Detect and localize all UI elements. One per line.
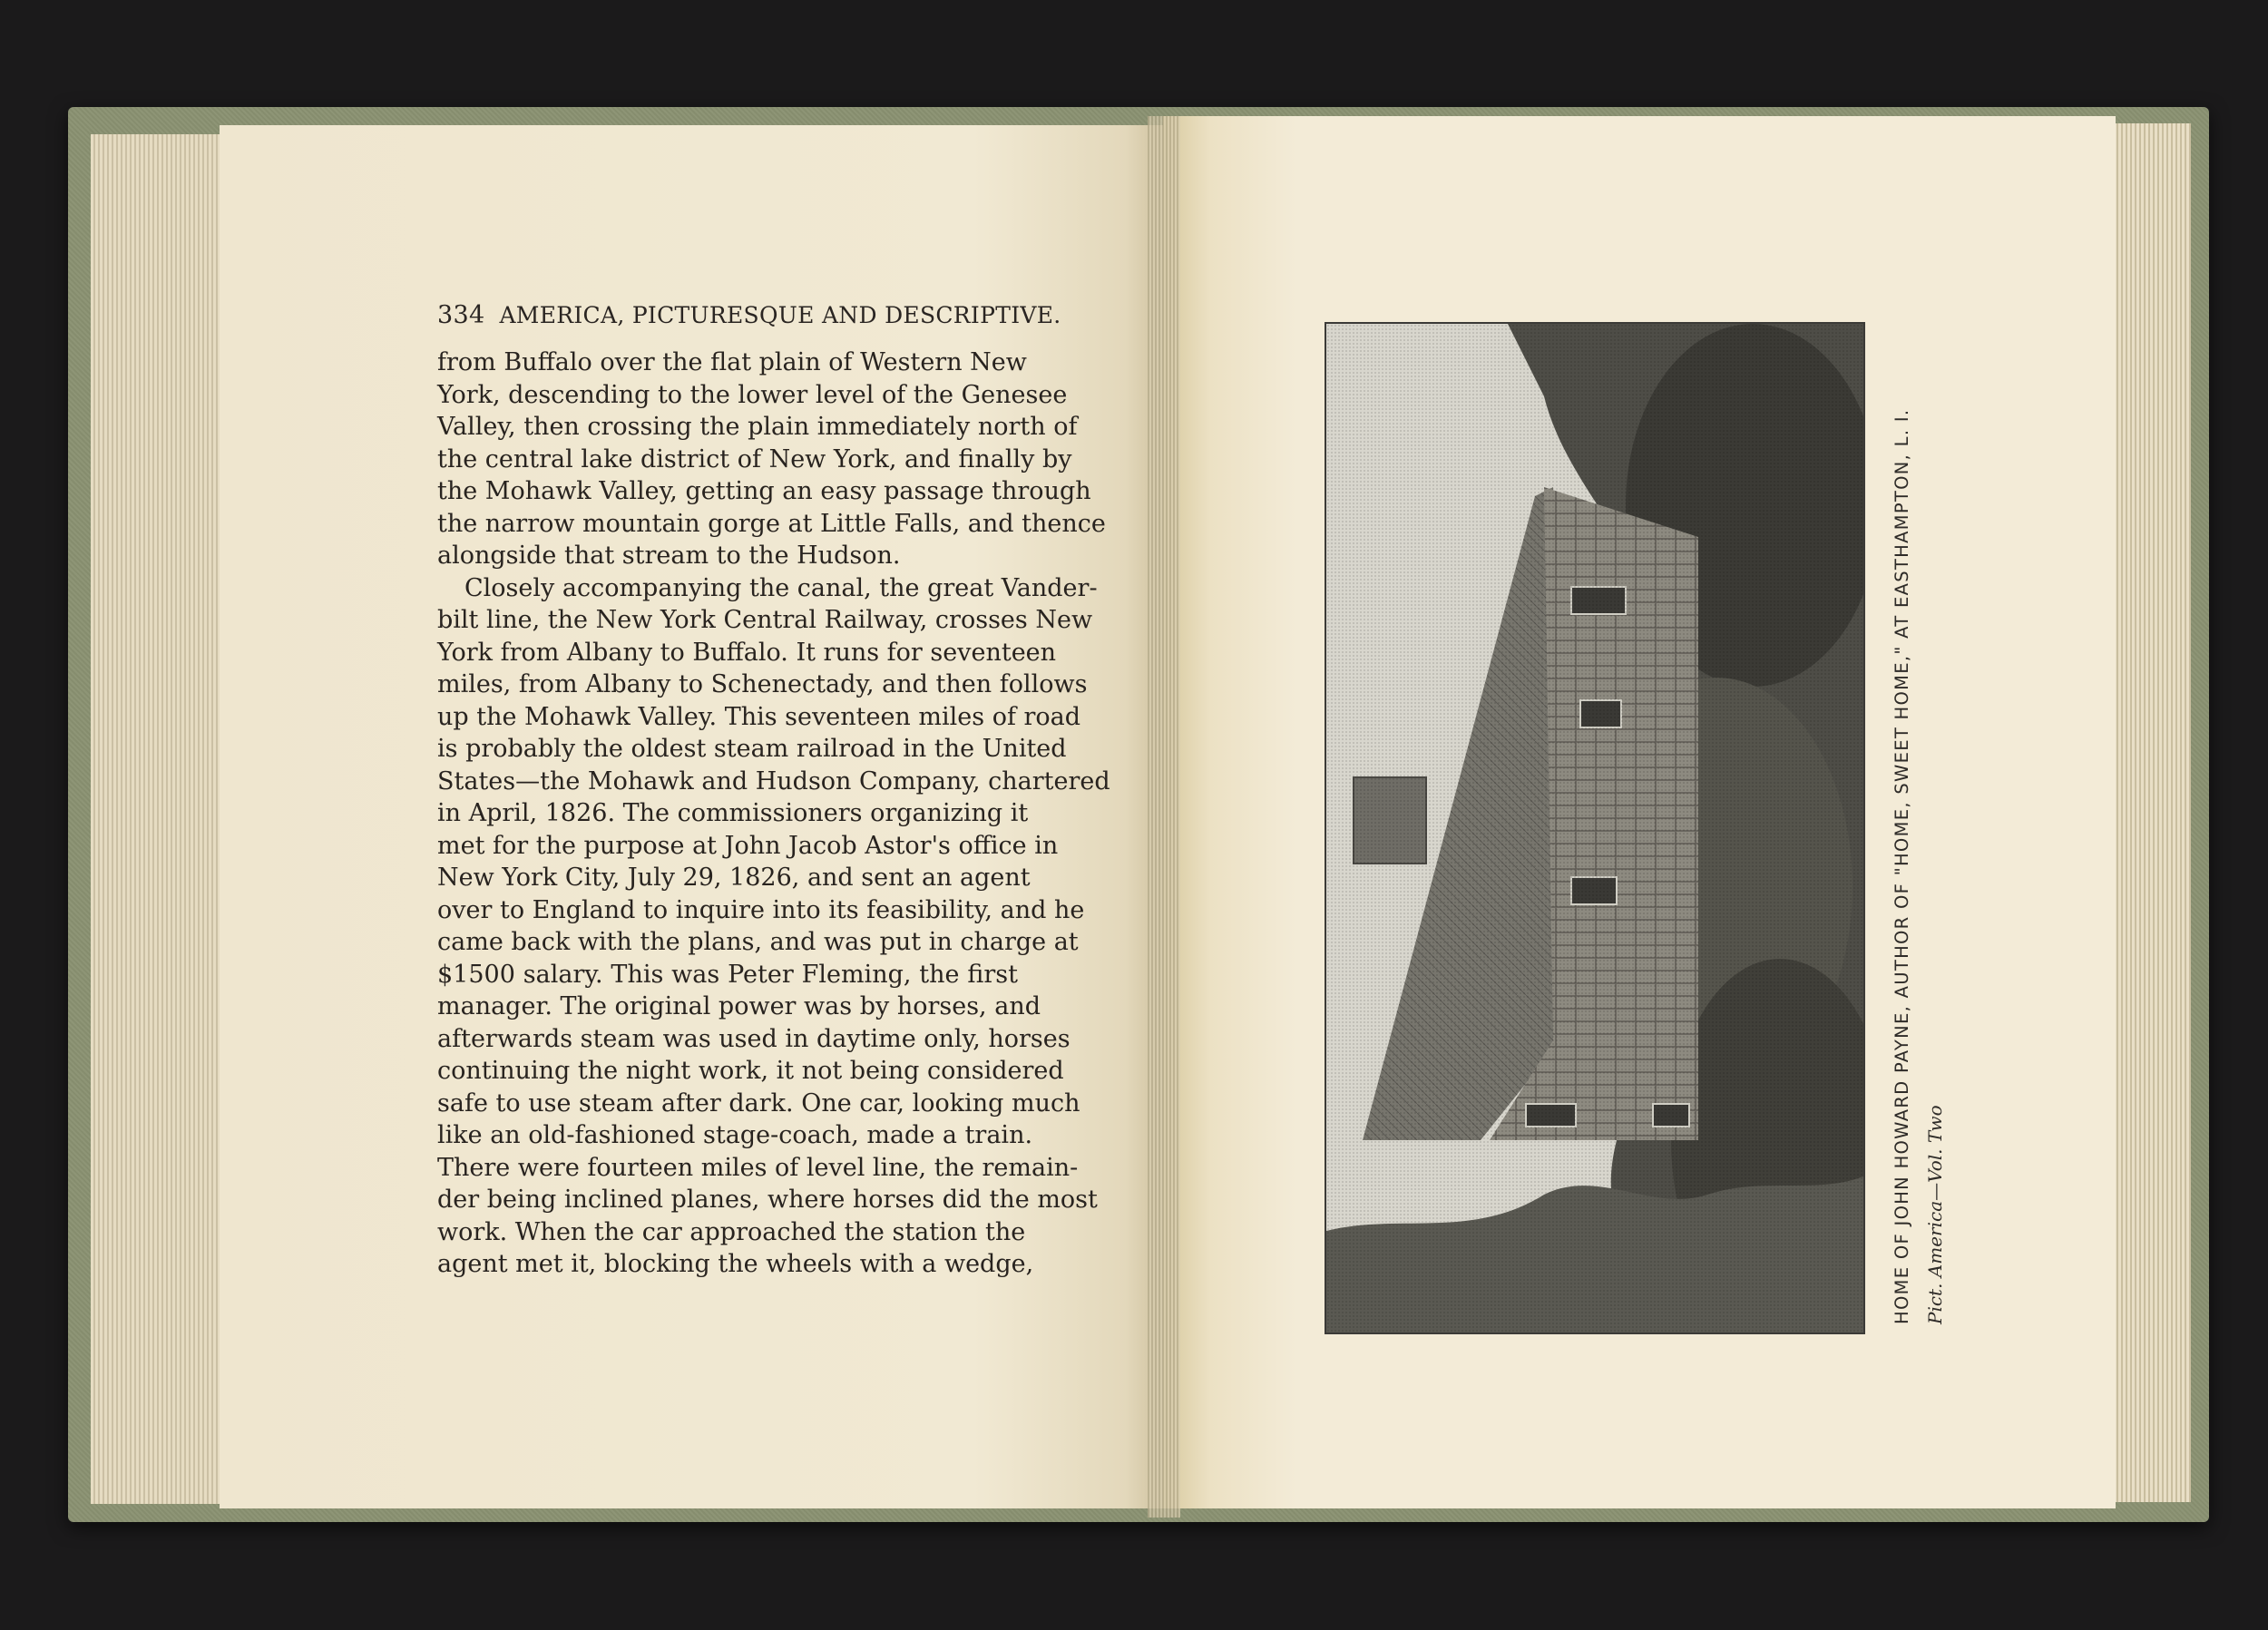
house-photograph	[1325, 322, 1865, 1334]
text-line: from Buffalo over the flat plain of Western New	[437, 348, 1027, 376]
text-line: bilt line, the New York Central Railway, crosses New	[437, 606, 1093, 634]
text-line: the narrow mountain gorge at Little Falls, and thence	[437, 509, 1106, 538]
text-line: There were fourteen miles of level line, the remain-	[437, 1153, 1079, 1182]
left-page-edges	[91, 134, 227, 1504]
text-line: miles, from Albany to Schenectady, and then follows	[437, 670, 1088, 698]
text-line: States—the Mohawk and Hudson Company, chartered	[437, 766, 1110, 795]
text-line: Closely accompanying the canal, the great Vander-	[464, 573, 1098, 602]
text-line: New York City, July 29, 1826, and sent an agent	[437, 864, 1031, 892]
plate-credit: Pict. America—Vol. Two	[1924, 1105, 1946, 1324]
text-line: safe to use steam after dark. One car, looking much	[437, 1088, 1080, 1118]
text-line: up the Mohawk Valley. This seventeen miles of road	[437, 702, 1081, 731]
text-line: Valley, then crossing the plain immediately north of	[437, 413, 1078, 441]
plate-caption: HOME OF JOHN HOWARD PAYNE, AUTHOR OF "HOME, SWEET HOME," AT EASTHAMPTON, L. I.	[1892, 408, 1912, 1324]
text-line: continuing the night work, it not being considered	[437, 1057, 1064, 1085]
text-line: work. When the car approached the station the	[437, 1217, 1026, 1246]
plate-caption-block	[1887, 327, 1960, 1324]
body-text	[437, 346, 1110, 1281]
text-line: agent met it, blocking the wheels with a wedge,	[437, 1250, 1034, 1278]
right-page-edges	[2114, 123, 2191, 1502]
running-header	[437, 301, 1061, 329]
text-line: is probably the oldest steam railroad in the United	[437, 735, 1067, 763]
text-line: York, descending to the lower level of the Genesee	[437, 380, 1068, 409]
house-photograph-illustration	[1326, 324, 1863, 1332]
text-line: York from Albany to Buffalo. It runs for seventeen	[437, 638, 1057, 667]
text-line: manager. The original power was by horses, and	[437, 992, 1041, 1020]
page-number: 334	[437, 301, 485, 329]
text-line: the Mohawk Valley, getting an easy passage through	[437, 477, 1091, 505]
book-gutter	[1148, 116, 1180, 1518]
running-head-title: AMERICA, PICTURESQUE AND DESCRIPTIVE.	[499, 302, 1061, 328]
text-line: $1500 salary. This was Peter Fleming, the first	[437, 960, 1018, 989]
text-line: came back with the plans, and was put in charge at	[437, 928, 1079, 956]
text-line: the central lake district of New York, and finally by	[437, 444, 1072, 473]
text-line: met for the purpose at John Jacob Astor's office in	[437, 831, 1059, 860]
text-line: afterwards steam was used in daytime only, horses	[437, 1024, 1070, 1053]
text-line: over to England to inquire into its feasibility, and he	[437, 895, 1085, 924]
text-line: alongside that stream to the Hudson.	[437, 542, 901, 570]
text-line: like an old-fashioned stage-coach, made a train.	[437, 1121, 1033, 1149]
text-line: in April, 1826. The commissioners organizing it	[437, 799, 1029, 827]
text-line: der being inclined planes, where horses did the most	[437, 1186, 1098, 1214]
